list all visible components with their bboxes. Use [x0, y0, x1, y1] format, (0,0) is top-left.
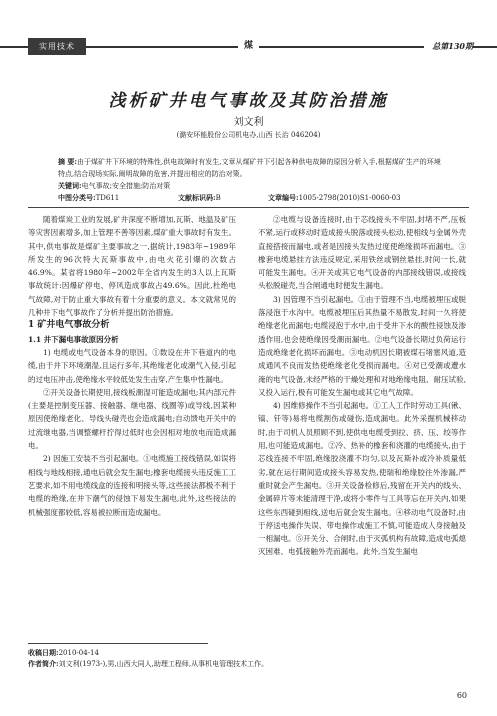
- classification-value: TD611: [95, 194, 120, 202]
- received-date: [28, 648, 99, 658]
- author-bio-label: 作者简介:: [28, 659, 59, 668]
- body-paragraph: ②电缆与设备连接时,由于芯线接头不牢固,封堵不严,压板不紧,运行或移动时造成接头脱落或接头松动,使相线与金属外壳直接搭接而漏电,或者是因接头发热过度使绝缘损坏而漏电。③橡套电缆悬挂方法违反规定,采用铁丝或钢丝悬挂,时间一长,就可能发生漏电。④开关或其它电气设备的内部接线错误,或接线头松脱碰壳,当合闸通电时便发生漏电。: [258, 215, 466, 291]
- section-heading-1: 1 矿井电气事故分析: [28, 320, 110, 331]
- author-bio: [28, 659, 268, 669]
- issue-label: 总第130期: [424, 38, 473, 55]
- article-no-label: 文章编号:: [268, 193, 299, 202]
- body-paragraph: 4) 因维修操作不当引起漏电。①工人工作时劳动工具(锹、镐、钎等)易将电缆割伤或碰伤,造成漏电。此外采掘机械移动时,由于司机人员照顾不到,使供电电缆受到拉、挤、压、绞等作用,也可能造成漏电。②冷、热补的橡套和浇灌的电缆接头,由于芯线连接不牢固,绝缘胶浇灌不均匀,以及瓦斯补或冷补质量低劣,就在运行期间造成接头容易发热,使瑞和绝缘胶往外渗漏,严重时就会产生漏电。③开关设备检修后,残留在开关内的线头、金属碎片等未能清理干净,或将小零件与工具等忘在开关内,如果这些东西碰到相线,送电后就会发生漏电。④移动电气设备时,由于停送电操作失误、带电操作或施工不慎,可能造成人身接触及一相漏电。⑤开关分、合闸时,由于灭弧机构有故障,造成电弧熄灭困难、电弧接触外壳而漏电。此外,当发生漏电: [258, 401, 467, 557]
- doc-code-label: 文献标识码:: [178, 193, 216, 202]
- page-number: 60: [456, 691, 467, 700]
- body-paragraph: ②开关设备长期使用,接线板潮湿可能造成漏电;其内部元件(主要是控制变压器、接触器、继电器、线圈等)或导线,因某种原因使绝缘老化、导线头碰壳也会造成漏电;自动馈电开关中的过流继电器,当调整螺杆拧得过低时也会因相对地放电而造成漏电。: [28, 387, 236, 451]
- doc-code-value: B: [215, 194, 221, 202]
- journal-logo: 煤: [238, 38, 259, 55]
- body-column-left: [28, 213, 236, 519]
- abstract-block: [58, 156, 443, 193]
- article-title: 浅析矿井电气事故及其防治措施: [108, 91, 389, 111]
- abstract: [58, 156, 443, 180]
- keywords-label: 关键词:: [58, 181, 82, 190]
- body-paragraph: 2) 因施工安装不当引起漏电。①电缆施工接线错误,如误将相线与地线相接,通电后就会发生漏电;橡套电缆接头违反施工工艺要求,如不用电缆线盒的连接和明接头等,这些接法都极不利于电缆的绝缘,在井下潮气的侵蚀下易发生漏电,此外,这些接法的机械强度都较低,容易被拉断而造成漏电。: [28, 454, 236, 517]
- subsection-heading-1-1: 1.1 井下漏电事故原因分析: [28, 334, 119, 344]
- author-affiliation: (潞安环能股份公司机电办,山西 长治 046204): [176, 131, 321, 139]
- classification-label: 中图分类号:: [58, 193, 96, 202]
- received-value: 2010-04-14: [58, 649, 99, 657]
- body-paragraph: 3) 因管理不当引起漏电。①由于管理不当,电缆被埋压或脱落浸泡于水沟中。电缆被埋压后其热量不易散发,时间一久将使绝缘老化而漏电;电缆浸泡于水中,由于受井下水的酸性侵蚀及渗透作用,也会使绝缘因受潮而漏电。②电气设备长期过负荷运行造成绝缘老化损坏而漏电。③电动机因长期被煤石堵塞风道,造成通风不良而发热使绝缘老化受损而漏电。④对已受潮或遭水淹的电气设备,未经严格的干燥处理和对地绝缘电阻、耐压试验,又投入运行,极有可能发生漏电或其它电气故障。: [258, 294, 466, 397]
- author-name: 刘文利: [233, 117, 264, 128]
- footnote-rule: [28, 643, 208, 644]
- section-divider: [28, 207, 469, 208]
- keywords: [58, 180, 443, 193]
- article-no-value: 1005-2798(2010)S1-0060-03: [298, 194, 401, 202]
- abstract-label: 摘 要:: [58, 157, 78, 166]
- author-bio-text: 刘文利(1973-),男,山西大同人,助理工程师,从事机电管理技术工作。: [58, 660, 269, 668]
- running-header: [0, 38, 497, 55]
- body-column-right: [258, 213, 466, 559]
- abstract-text: 由于煤矿井下环境的特殊性,供电故障时有发生,文章从煤矿井下引起各种供电故障的原因分析入手,根据煤矿生产的环境特点,结合现场实际,阐明故障的危害,并提出相应的防治对策。: [58, 158, 441, 178]
- intro-paragraph: 随着煤炭工业的发展,矿井深度不断增加,瓦斯、地温及矿压等灾害因素增多,加上管理不善等因素,煤矿重大事故时有发生。其中,供电事故是煤矿主要事故之一,据统计,1983年~1989年所发生的96次特大瓦斯事故中,由电火花引爆的次数占46.9%。某省将1980年~2002年全省内发生的3人以上瓦斯事故统计:因爆矿停电、停风造成事故占49.6%。因此,杜绝电气故障,对于防止重大事故有着十分重要的意义。本文就常见的几种井下电气事故作了分析并提出防治措施。: [28, 215, 236, 318]
- section-label: 实用技术: [28, 38, 86, 55]
- body-paragraph: 1) 电缆或电气设备本身的原因。①数设在井下巷道内的电缆,由于井下环境潮湿,且运行多年,其绝缘老化或潮气入侵,引起的过电压冲击,使绝缘水平较低处发生击穿,产生集中性漏电。: [28, 347, 236, 384]
- received-label: 收稿日期:: [28, 648, 59, 657]
- keywords-text: 电气事故;安全措施;防治对策: [81, 182, 171, 190]
